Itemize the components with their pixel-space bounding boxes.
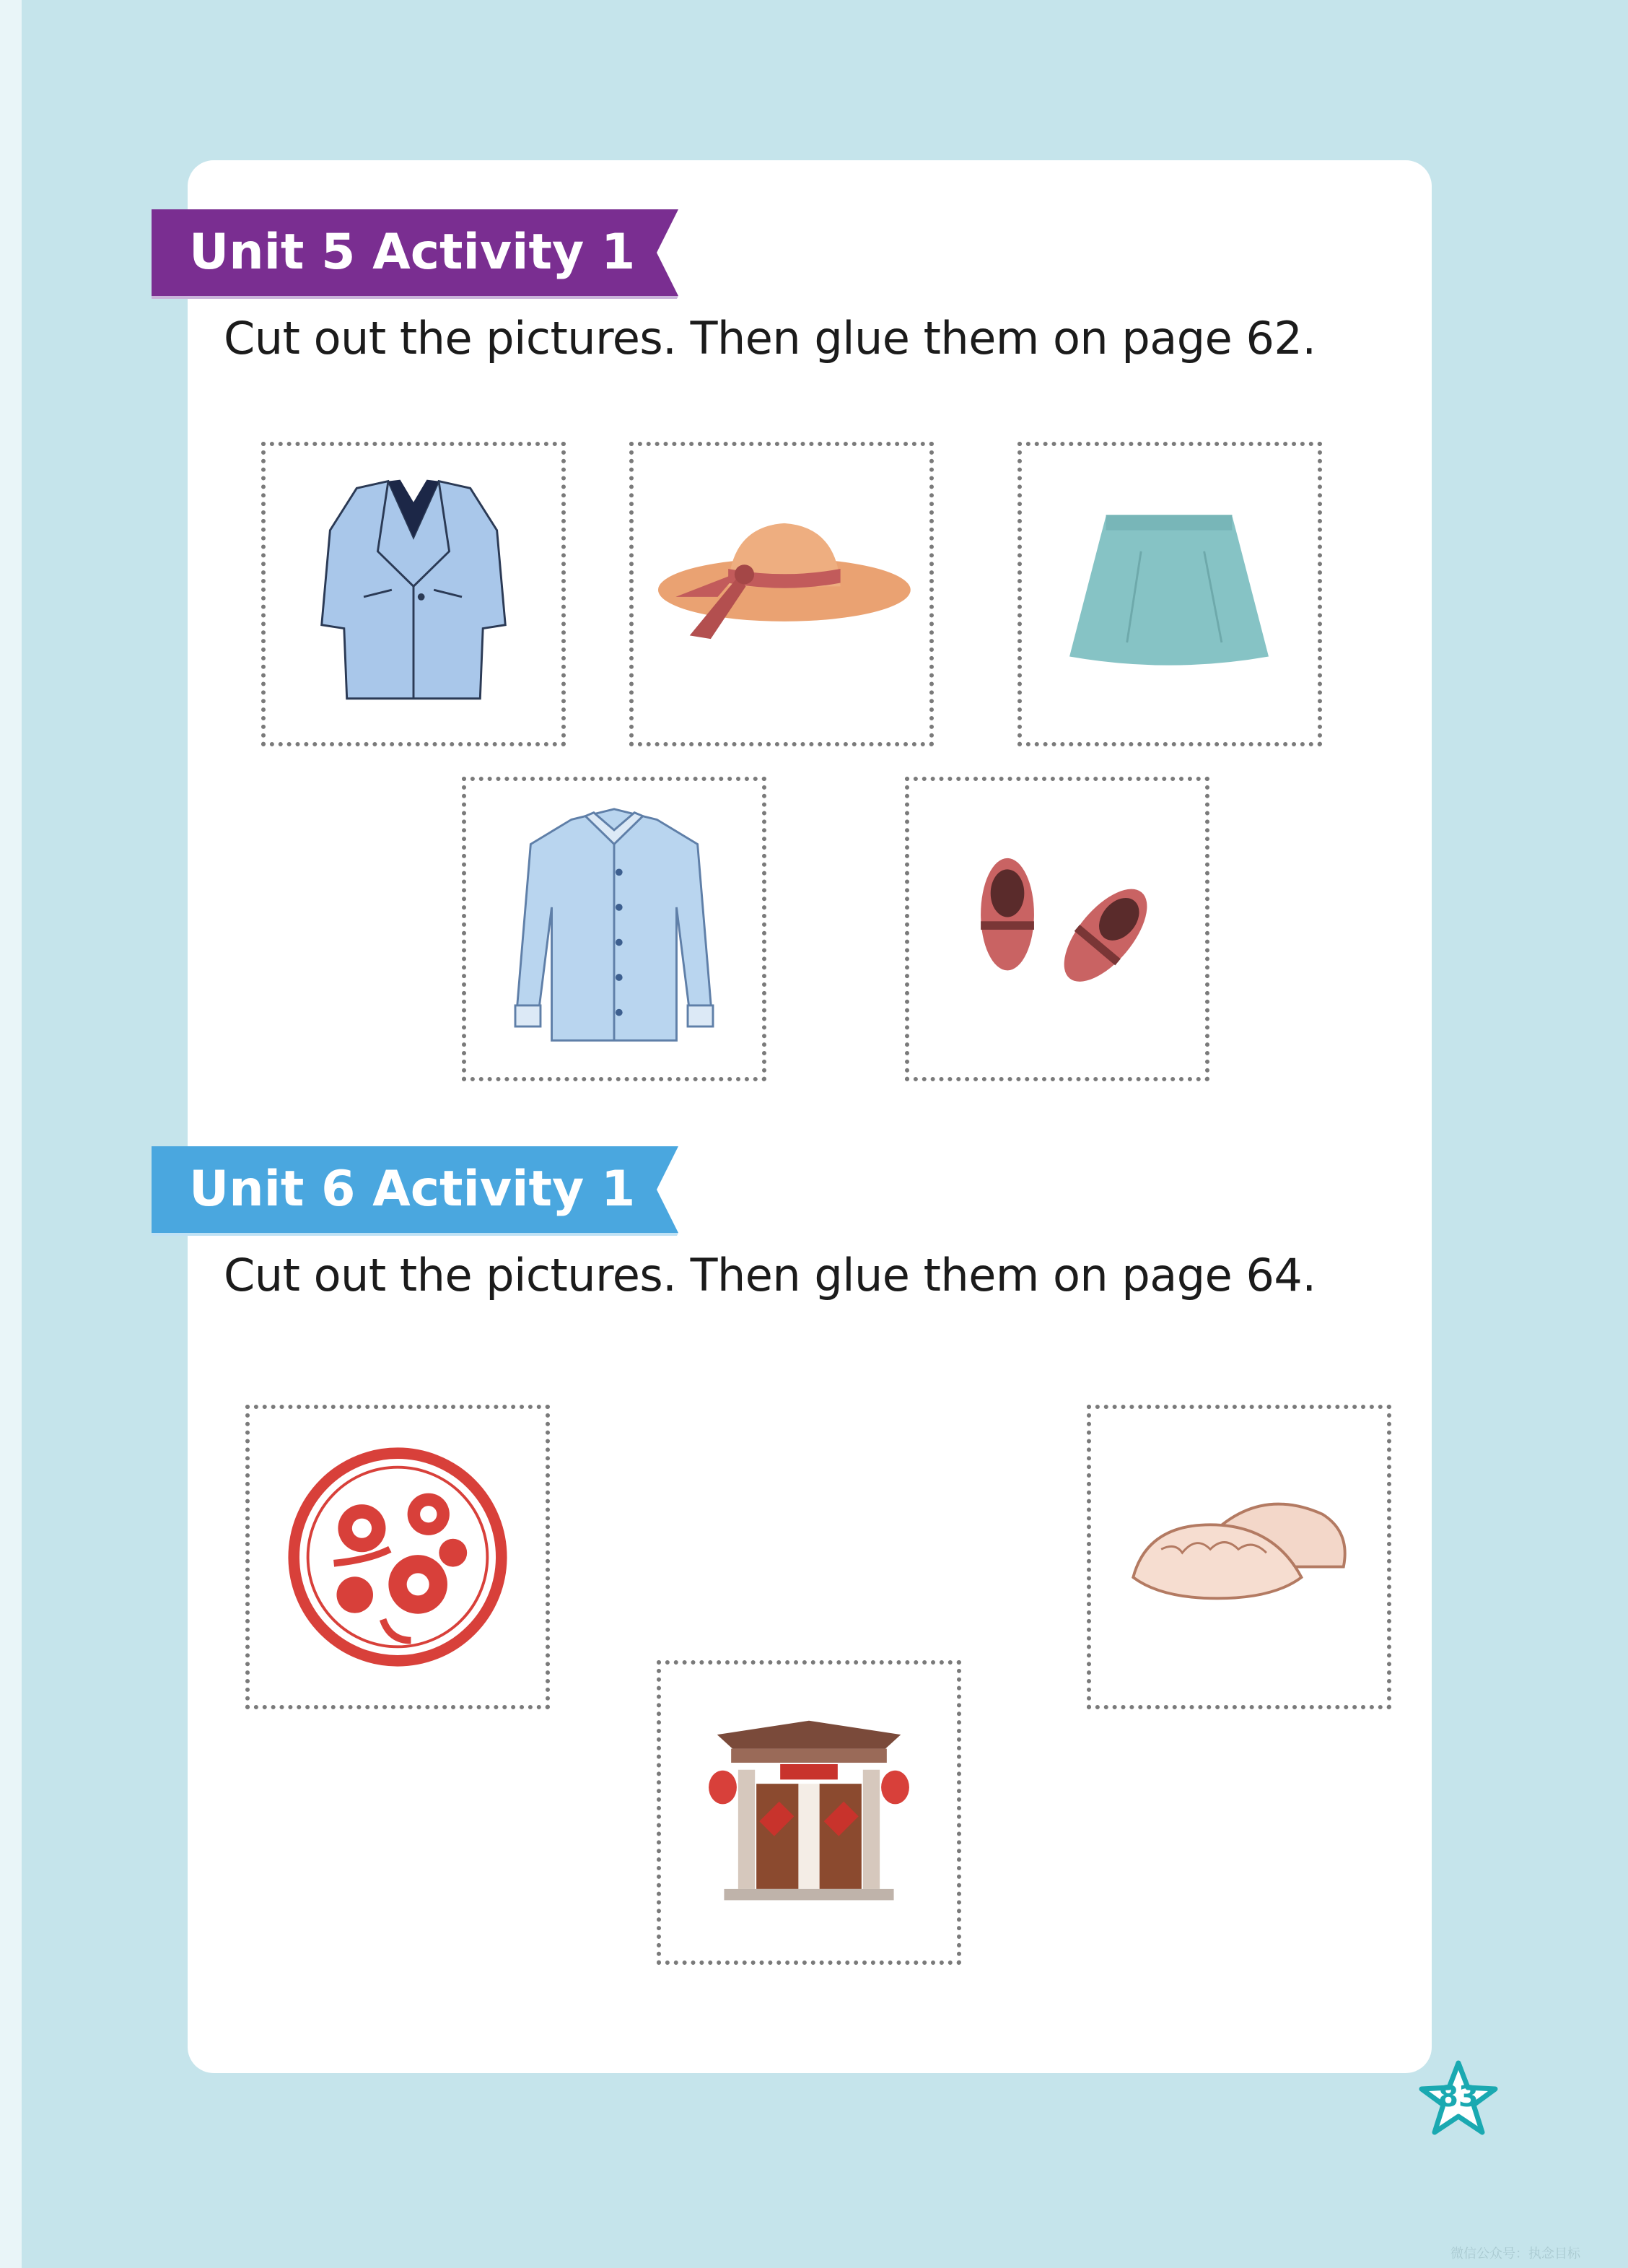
cutout-dumplings[interactable] xyxy=(1087,1405,1391,1709)
cutout-paper-cutting[interactable] xyxy=(245,1405,550,1709)
unit5-banner xyxy=(152,209,678,296)
cutout-shoes[interactable] xyxy=(905,777,1209,1081)
dumplings-icon xyxy=(1091,1409,1387,1705)
shoes-icon xyxy=(909,781,1205,1077)
page-number-badge xyxy=(1417,2059,1500,2141)
unit6-instruction: Cut out the pictures. Then glue them on page 64. xyxy=(224,1249,1316,1301)
skirt-icon xyxy=(1022,446,1318,742)
sun-hat-icon xyxy=(634,446,929,742)
cutout-sun-hat[interactable] xyxy=(629,442,934,746)
page-number: 83 xyxy=(1438,2080,1479,2114)
unit6-banner xyxy=(152,1146,678,1233)
unit6-title: Unit 6 Activity 1 xyxy=(189,1161,636,1218)
cutout-skirt[interactable] xyxy=(1017,442,1322,746)
cutout-shirt[interactable] xyxy=(462,777,766,1081)
cutout-coat[interactable] xyxy=(261,442,566,746)
paper-cutting-icon xyxy=(250,1409,546,1705)
page-edge-strip xyxy=(0,0,22,2268)
unit5-instruction: Cut out the pictures. Then glue them on page 62. xyxy=(224,312,1316,365)
cutout-gate[interactable] xyxy=(657,1660,961,1965)
shirt-icon xyxy=(466,781,762,1077)
gate-with-lanterns-icon xyxy=(661,1665,957,1960)
unit5-title: Unit 5 Activity 1 xyxy=(189,224,636,281)
footer-watermark: 微信公众号：执念目标 xyxy=(1450,2246,1580,2262)
coat-icon xyxy=(266,446,561,742)
